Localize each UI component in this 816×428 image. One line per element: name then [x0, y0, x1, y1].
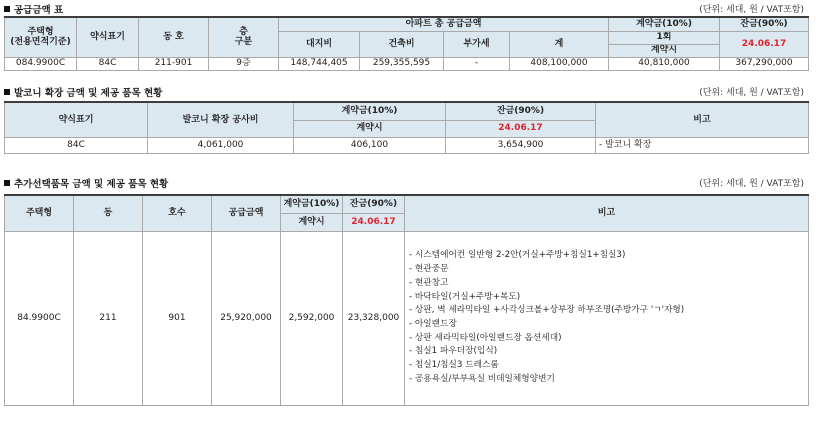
section1-unit: (단위: 세대, 원 / VAT포함)	[699, 5, 804, 15]
header-sum: 계	[510, 31, 609, 57]
list-item: - 침실1/침실3 드레스룸	[409, 360, 499, 371]
header-balance-date: 24.06.17	[343, 213, 405, 231]
cell-unit: 901	[143, 231, 212, 405]
header-housing-type	[5, 17, 77, 57]
cell-building: 259,355,595	[360, 57, 444, 70]
header-deposit-round: 1회	[609, 31, 720, 44]
cell-vat: -	[444, 57, 510, 70]
square-bullet-icon	[4, 180, 10, 186]
header-deposit: 계약금(10%)	[609, 17, 720, 31]
cell-note-list	[405, 231, 809, 405]
header-abbrev: 약식표기	[5, 102, 148, 137]
section2-title	[4, 85, 162, 99]
cell-note: - 발코니 확장	[596, 137, 809, 153]
section1-title-text: 공급금액 표	[14, 5, 64, 16]
header-deposit: 계약금(10%)	[281, 195, 343, 213]
section1-title	[4, 2, 63, 16]
table-row	[5, 137, 809, 153]
header-balance-date: 24.06.17	[446, 120, 596, 137]
header-housing-type-label: 주택형	[27, 26, 54, 37]
section2-unit: (단위: 세대, 원 / VAT포함)	[699, 88, 804, 98]
header-building: 건축비	[360, 31, 444, 57]
supply-price-table	[4, 16, 809, 71]
header-vat: 부가세	[444, 31, 510, 57]
list-item: - 현관창고	[409, 277, 449, 288]
header-deposit: 계약금(10%)	[294, 102, 446, 120]
list-item: - 현관중문	[409, 264, 449, 275]
header-balance: 잔금(90%)	[720, 17, 809, 31]
list-item: - 상판, 벽 세라믹타일 +사각싱크볼+상부장 하부조명(주방가구 'ㄱ'자형)	[409, 305, 685, 316]
cell-balance: 3,654,900	[446, 137, 596, 153]
cell-balance: 367,290,000	[720, 57, 809, 70]
header-unit: 호수	[143, 195, 212, 231]
cell-building: 211	[74, 231, 143, 405]
header-floor-label: 층	[239, 26, 248, 37]
cell-abbrev: 84C	[5, 137, 148, 153]
header-note: 비고	[405, 195, 809, 231]
header-building: 동	[74, 195, 143, 231]
header-balcony-cost: 발코니 확장 공사비	[148, 102, 294, 137]
list-item: - 바닥타일(거실+주방+복도)	[409, 291, 521, 302]
header-deposit-when: 계약시	[609, 44, 720, 57]
section3-unit: (단위: 세대, 원 / VAT포함)	[699, 179, 804, 189]
header-floor-sub: 구분	[234, 37, 253, 48]
list-item: - 아일랜드장	[409, 319, 457, 329]
list-item: - 시스템에어컨 일반형 2-2안(거실+주방+침실1+침실3)	[409, 250, 626, 261]
header-price: 공급금액	[212, 195, 281, 231]
cell-deposit: 406,100	[294, 137, 446, 153]
balcony-table	[4, 101, 809, 154]
cell-housing-type: 84.9900C	[5, 231, 74, 405]
header-floor	[209, 17, 279, 57]
header-supply-total: 아파트 총 공급금액	[279, 17, 609, 31]
cell-price: 25,920,000	[212, 231, 281, 405]
cell-unit-no: 211-901	[139, 57, 209, 70]
cell-deposit: 40,810,000	[609, 57, 720, 70]
list-item: - 침실1 파우더장(입식)	[409, 346, 498, 357]
header-abbrev: 약식표기	[77, 17, 139, 57]
cell-balcony-cost: 4,061,000	[148, 137, 294, 153]
header-deposit-when: 계약시	[294, 120, 446, 137]
header-unit-no: 동 호	[139, 17, 209, 57]
header-balance: 잔금(90%)	[446, 102, 596, 120]
cell-housing-type: 084.9900C	[5, 57, 77, 70]
cell-land: 148,744,405	[279, 57, 360, 70]
header-balance-date: 24.06.17	[720, 31, 809, 57]
section2-title-text: 발코니 확장 금액 및 제공 품목 현황	[14, 88, 163, 99]
header-balance: 잔금(90%)	[343, 195, 405, 213]
cell-deposit: 2,592,000	[281, 231, 343, 405]
option-items-table	[4, 194, 809, 406]
list-item: - 공용욕실/부부욕실 비데일체형양변기	[409, 373, 555, 384]
section3-title-text: 추가선택품목 금액 및 제공 품목 현황	[14, 179, 169, 190]
header-land: 대지비	[279, 31, 360, 57]
header-housing-type: 주택형	[5, 195, 74, 231]
header-note: 비고	[596, 102, 809, 137]
header-housing-type-sub: (전용면적기준)	[10, 37, 71, 48]
square-bullet-icon	[4, 89, 10, 95]
list-item: - 상판 세라믹타일(아일랜드장 옵션세대)	[409, 332, 562, 343]
table-row	[5, 57, 809, 70]
cell-balance: 23,328,000	[343, 231, 405, 405]
table-row	[5, 231, 809, 405]
cell-abbrev: 84C	[77, 57, 139, 70]
cell-floor: 9층	[209, 57, 279, 70]
header-deposit-when: 계약시	[281, 213, 343, 231]
cell-sum: 408,100,000	[510, 57, 609, 70]
section3-title	[4, 176, 168, 190]
square-bullet-icon	[4, 6, 10, 12]
